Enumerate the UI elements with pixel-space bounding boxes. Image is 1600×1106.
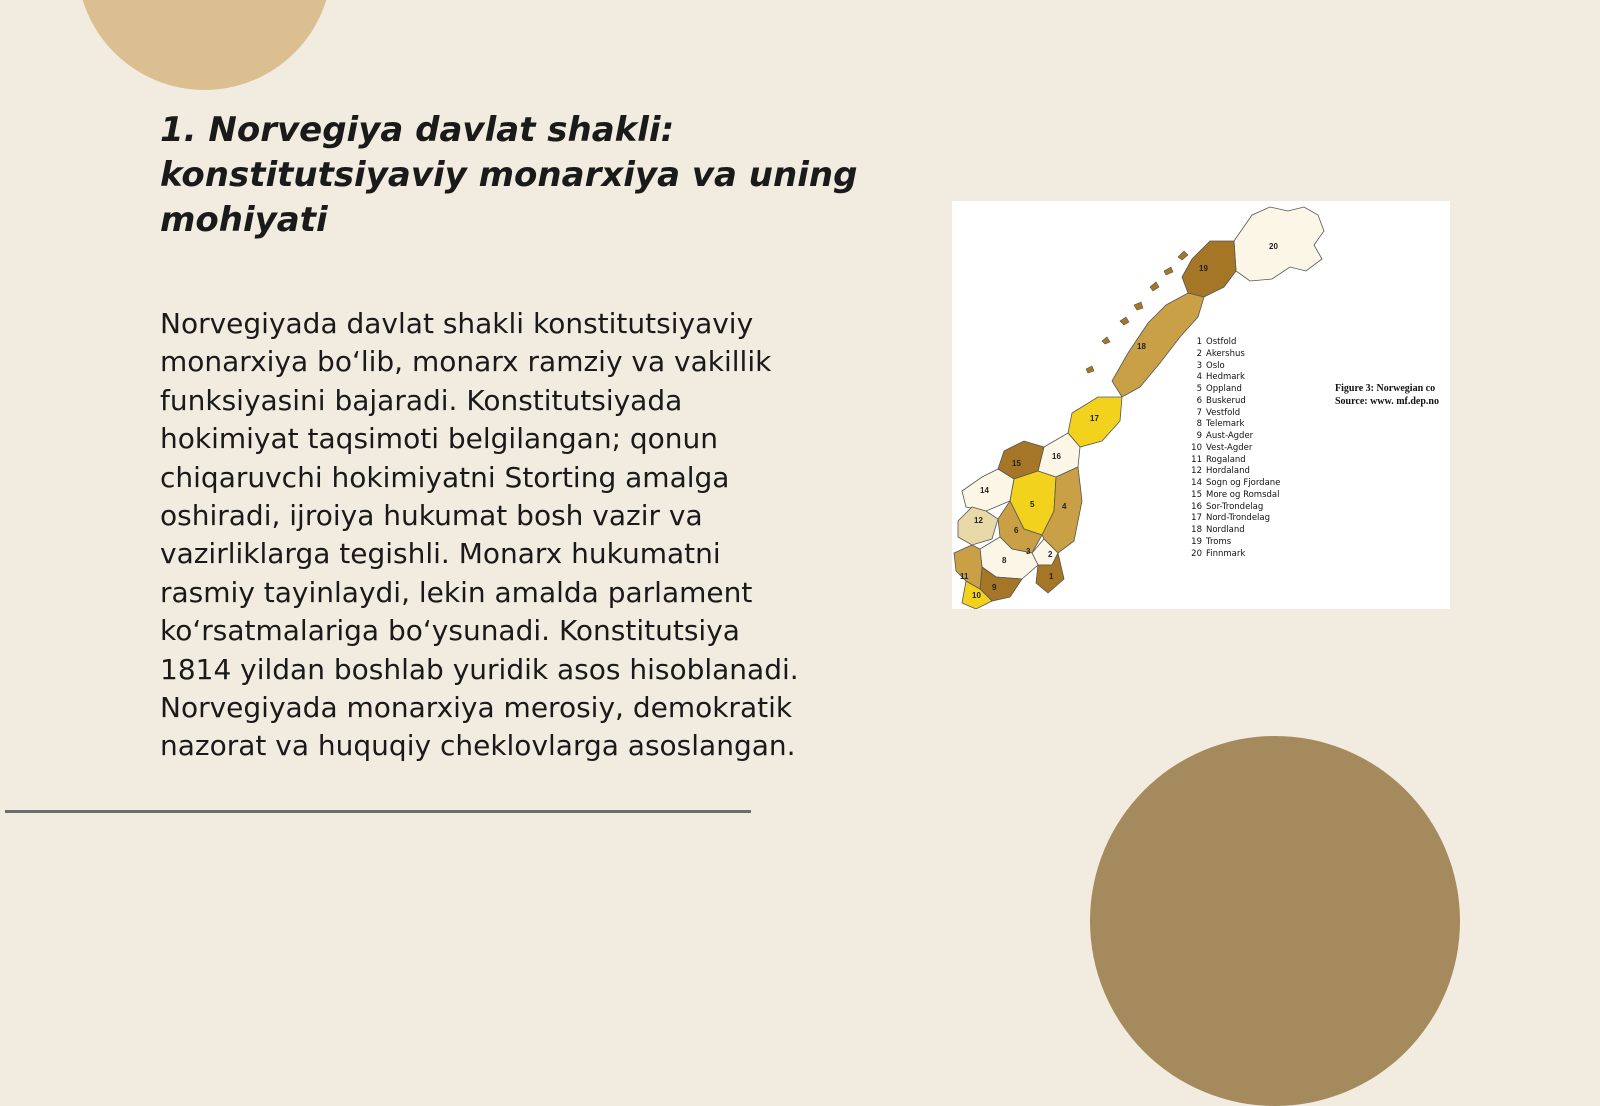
region-label: 17: [1090, 414, 1099, 423]
region-label: 12: [974, 516, 983, 525]
body-line: monarxiya bo‘lib, monarx ramziy va vakillik: [160, 345, 772, 379]
legend-item: 2 Akershus: [1196, 348, 1245, 359]
region-label: 3: [1026, 547, 1031, 556]
region-label: 5: [1030, 500, 1035, 509]
decorative-circle-top: [77, 0, 332, 90]
legend-item: 9 Aust-Agder: [1196, 431, 1254, 441]
legend-item: 15 More og Romsdal: [1191, 489, 1280, 500]
legend-item: 3 Oslo: [1196, 360, 1225, 371]
body-line: 1814 yildan boshlab yuridik asos hisoblanadi.: [160, 652, 799, 686]
body-line: oshiradi, ijroiya hukumat bosh vazir va: [160, 499, 703, 533]
body-line: ko‘rsatmalariga bo‘ysunadi. Konstitutsiya: [160, 614, 740, 648]
decorative-circle-bottom: [1090, 736, 1460, 1106]
legend-item: 17 Nord-Trondelag: [1191, 513, 1271, 524]
legend-item: 11 Rogaland: [1191, 454, 1246, 465]
slide-title: [160, 108, 880, 243]
legend-item: 7 Vestfold: [1196, 407, 1241, 418]
body-line: funksiyasini bajaradi. Konstitutsiyada: [160, 383, 683, 417]
region-label: 19: [1199, 264, 1208, 273]
region-label: 6: [1014, 526, 1019, 535]
region-troms: [1182, 241, 1236, 297]
title-line: 1. Norvegiya davlat shakli:: [160, 110, 675, 150]
region-finnmark: [1234, 207, 1324, 281]
legend-item: 4 Hedmark: [1196, 372, 1245, 383]
legend-item: 14 Sogn og Fjordane: [1191, 478, 1281, 488]
legend-item: 1 Ostfold: [1196, 337, 1237, 347]
divider-line: [5, 810, 751, 813]
legend-item: 12 Hordaland: [1191, 466, 1250, 477]
region-label: 18: [1137, 342, 1146, 351]
caption-line: Source: www. mf.dep.no: [1335, 396, 1439, 407]
norway-map-image: [952, 201, 1450, 609]
region-label: 9: [992, 583, 997, 592]
region-hordaland: [958, 507, 998, 545]
title-line: mohiyati: [160, 200, 328, 240]
body-line: hokimiyat taqsimoti belgilangan; qonun: [160, 422, 719, 456]
title-line: konstitutsiyaviy monarxiya va uning: [160, 155, 858, 195]
region-label: 4: [1062, 502, 1067, 511]
region-label: 20: [1269, 242, 1278, 251]
caption-line: Figure 3: Norwegian co: [1335, 383, 1436, 394]
legend-item: 19 Troms: [1191, 536, 1232, 547]
legend-item: 10 Vest-Agder: [1191, 442, 1253, 453]
region-label: 8: [1002, 556, 1007, 565]
body-line: vazirliklarga tegishli. Monarx hukumatni: [160, 537, 721, 571]
region-label: 14: [980, 486, 989, 495]
region-label: 15: [1012, 459, 1021, 468]
legend-item: 18 Nordland: [1191, 525, 1245, 535]
region-label: 2: [1048, 550, 1053, 559]
body-line: rasmiy tayinlaydi, lekin amalda parlament: [160, 575, 753, 609]
legend-item: 16 Sor-Trondelag: [1191, 501, 1264, 512]
region-rogaland: [954, 545, 982, 589]
region-label: 16: [1052, 452, 1061, 461]
legend-item: 8 Telemark: [1196, 419, 1245, 430]
region-label: 11: [960, 572, 969, 581]
body-line: nazorat va huquqiy cheklovlarga asoslangan.: [160, 729, 796, 763]
body-line: Norvegiyada monarxiya merosiy, demokratik: [160, 691, 793, 725]
legend-item: 5 Oppland: [1196, 384, 1242, 394]
region-label: 1: [1049, 572, 1054, 581]
map-caption: [1335, 382, 1439, 408]
region-label: 10: [972, 591, 981, 600]
map-legend: [1189, 337, 1280, 560]
body-line: Norvegiyada davlat shakli konstitutsiyaviy: [160, 307, 754, 340]
legend-item: 20 Finnmark: [1191, 548, 1246, 559]
legend-item: 6 Buskerud: [1196, 395, 1246, 406]
body-line: chiqaruvchi hokimiyatni Storting amalga: [160, 460, 730, 494]
slide-body-text: [160, 305, 880, 766]
